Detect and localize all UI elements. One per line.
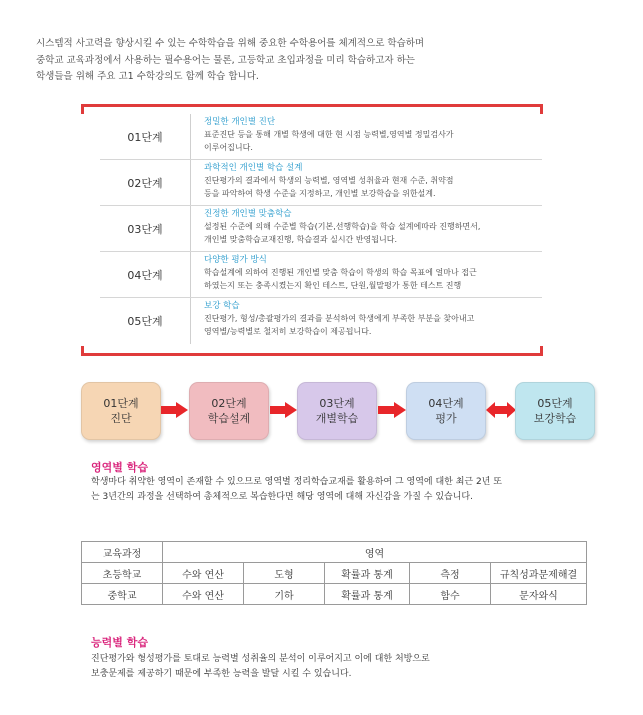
flow-box-step: 01단계 [103,397,139,410]
step-title: 다양한 평가 방식 [204,255,267,265]
steps-table [100,114,542,344]
right-arrow-icon [161,402,188,418]
table-cell: 기하 [244,584,325,605]
step-row [100,298,542,344]
flow-box-label: 보강학습 [533,412,577,425]
step-row [100,252,542,298]
table-header-course: 교육과정 [82,542,163,563]
step-row [100,160,542,206]
flow-box-individual [297,382,377,440]
area-section-line: 는 3년간의 과정을 선택하여 총체적으로 복습한다면 해당 영역에 대해 자신감을 가질 수 있습니다. [91,492,473,502]
flow-box-label: 개별학습 [315,412,359,425]
table-cell: 확률과 통계 [325,584,410,605]
intro-line: 중학교 교육과정에서 사용하는 필수용어는 물론, 고등학교 초입과정을 미리 학습하고자 하는 [36,54,415,66]
table-cell: 측정 [410,563,491,584]
flow-box-evaluation [406,382,486,440]
step-number: 04단계 [100,252,191,297]
area-section-title: 영역별 학습 [91,461,148,474]
flow-box-step: 05단계 [537,397,573,410]
step-desc: 이루어집니다. [204,143,253,152]
step-title: 진정한 개인별 맞춤학습 [204,209,292,219]
table-cell: 초등학교 [82,563,163,584]
intro-text [36,36,616,86]
step-desc: 진단평가의 결과에서 학생의 능력별, 영역별 성취율과 현재 수준, 취약점 [204,176,454,185]
table-cell: 함수 [410,584,491,605]
table-cell: 확률과 통계 [325,563,410,584]
area-section-text [91,475,611,505]
table-cell: 문자와식 [491,584,587,605]
flow-box-step: 03단계 [319,397,355,410]
step-desc: 영역별/능력별로 철저히 보강학습이 제공됩니다. [204,327,372,336]
ability-section-title: 능력별 학습 [91,636,148,649]
step-title: 정밀한 개인별 진단 [204,117,276,127]
step-number: 02단계 [100,160,191,205]
area-section-line: 학생마다 취약한 영역이 존재할 수 있으므로 영역별 정리학습교재를 활용하여 그 영역에 대한 최근 2년 또 [91,477,502,487]
flow-box-step: 02단계 [211,397,247,410]
ability-section-text [91,652,611,682]
step-number: 01단계 [100,114,191,159]
ability-section-line: 진단평가와 형성평가를 토대로 능력별 성취율의 분석이 이루어지고 이에 대한 처방으로 [91,654,430,664]
domain-table [81,541,587,605]
double-arrow-icon [486,402,516,418]
flow-box-diagnosis [81,382,161,440]
table-header-area: 영역 [163,542,587,563]
table-cell: 수와 연산 [163,563,244,584]
step-row [100,114,542,160]
ability-section-line: 보충문제를 제공하기 때문에 부족한 능력을 발달 시킬 수 있습니다. [91,669,352,679]
step-desc: 학습설계에 의하여 진행된 개인별 맞춤 학습이 학생의 학습 목표에 얼마나 접근 [204,268,477,277]
table-row [82,563,587,584]
intro-line: 학생들을 위해 주요 고1 수학강의도 함께 학습 합니다. [36,71,259,82]
step-desc: 설정된 수준에 의해 수준별 학습(기본,선행학습)을 학습 설계에따라 진행하면서, [204,222,481,231]
step-desc: 하였는지 또는 충족시켰는지 확인 테스트, 단원,월말평가 통한 테스트 진행 [204,281,462,290]
table-cell: 규칙성과문제해결 [491,563,587,584]
step-flow-diagram [81,382,593,440]
table-header-row [82,542,587,563]
table-cell: 도형 [244,563,325,584]
table-row [82,584,587,605]
step-row [100,206,542,252]
table-cell: 중학교 [82,584,163,605]
flow-box-label: 평가 [435,412,457,425]
table-cell: 수와 연산 [163,584,244,605]
step-desc: 개인별 맞춤학습교재진행, 학습결과 실시간 반영됩니다. [204,235,397,244]
right-arrow-icon [378,402,406,418]
flow-box-reinforcement [515,382,595,440]
step-desc: 등을 파악하여 학생 수준을 지정하고, 개인별 보강학습을 위한설계. [204,189,436,198]
flow-box-label: 진단 [110,412,132,425]
flow-box-label: 학습설계 [207,412,251,425]
step-desc: 표준진단 등을 통해 개별 학생에 대한 현 시점 능력별,영역별 정밀검사가 [204,130,454,139]
flow-box-step: 04단계 [428,397,464,410]
step-title: 보강 학습 [204,301,240,311]
step-number: 05단계 [100,298,191,344]
step-title: 과학적인 개인별 학습 설계 [204,163,303,173]
step-number: 03단계 [100,206,191,251]
step-desc: 진단평가, 형성/총괄평가의 결과를 분석하여 학생에게 부족한 부분을 찾아내고 [204,314,475,323]
flow-box-design [189,382,269,440]
right-arrow-icon [270,402,297,418]
intro-line: 시스템적 사고력을 향상시킬 수 있는 수학학습을 위해 중요한 수학용어를 체계적으로 학습하며 [36,38,425,49]
